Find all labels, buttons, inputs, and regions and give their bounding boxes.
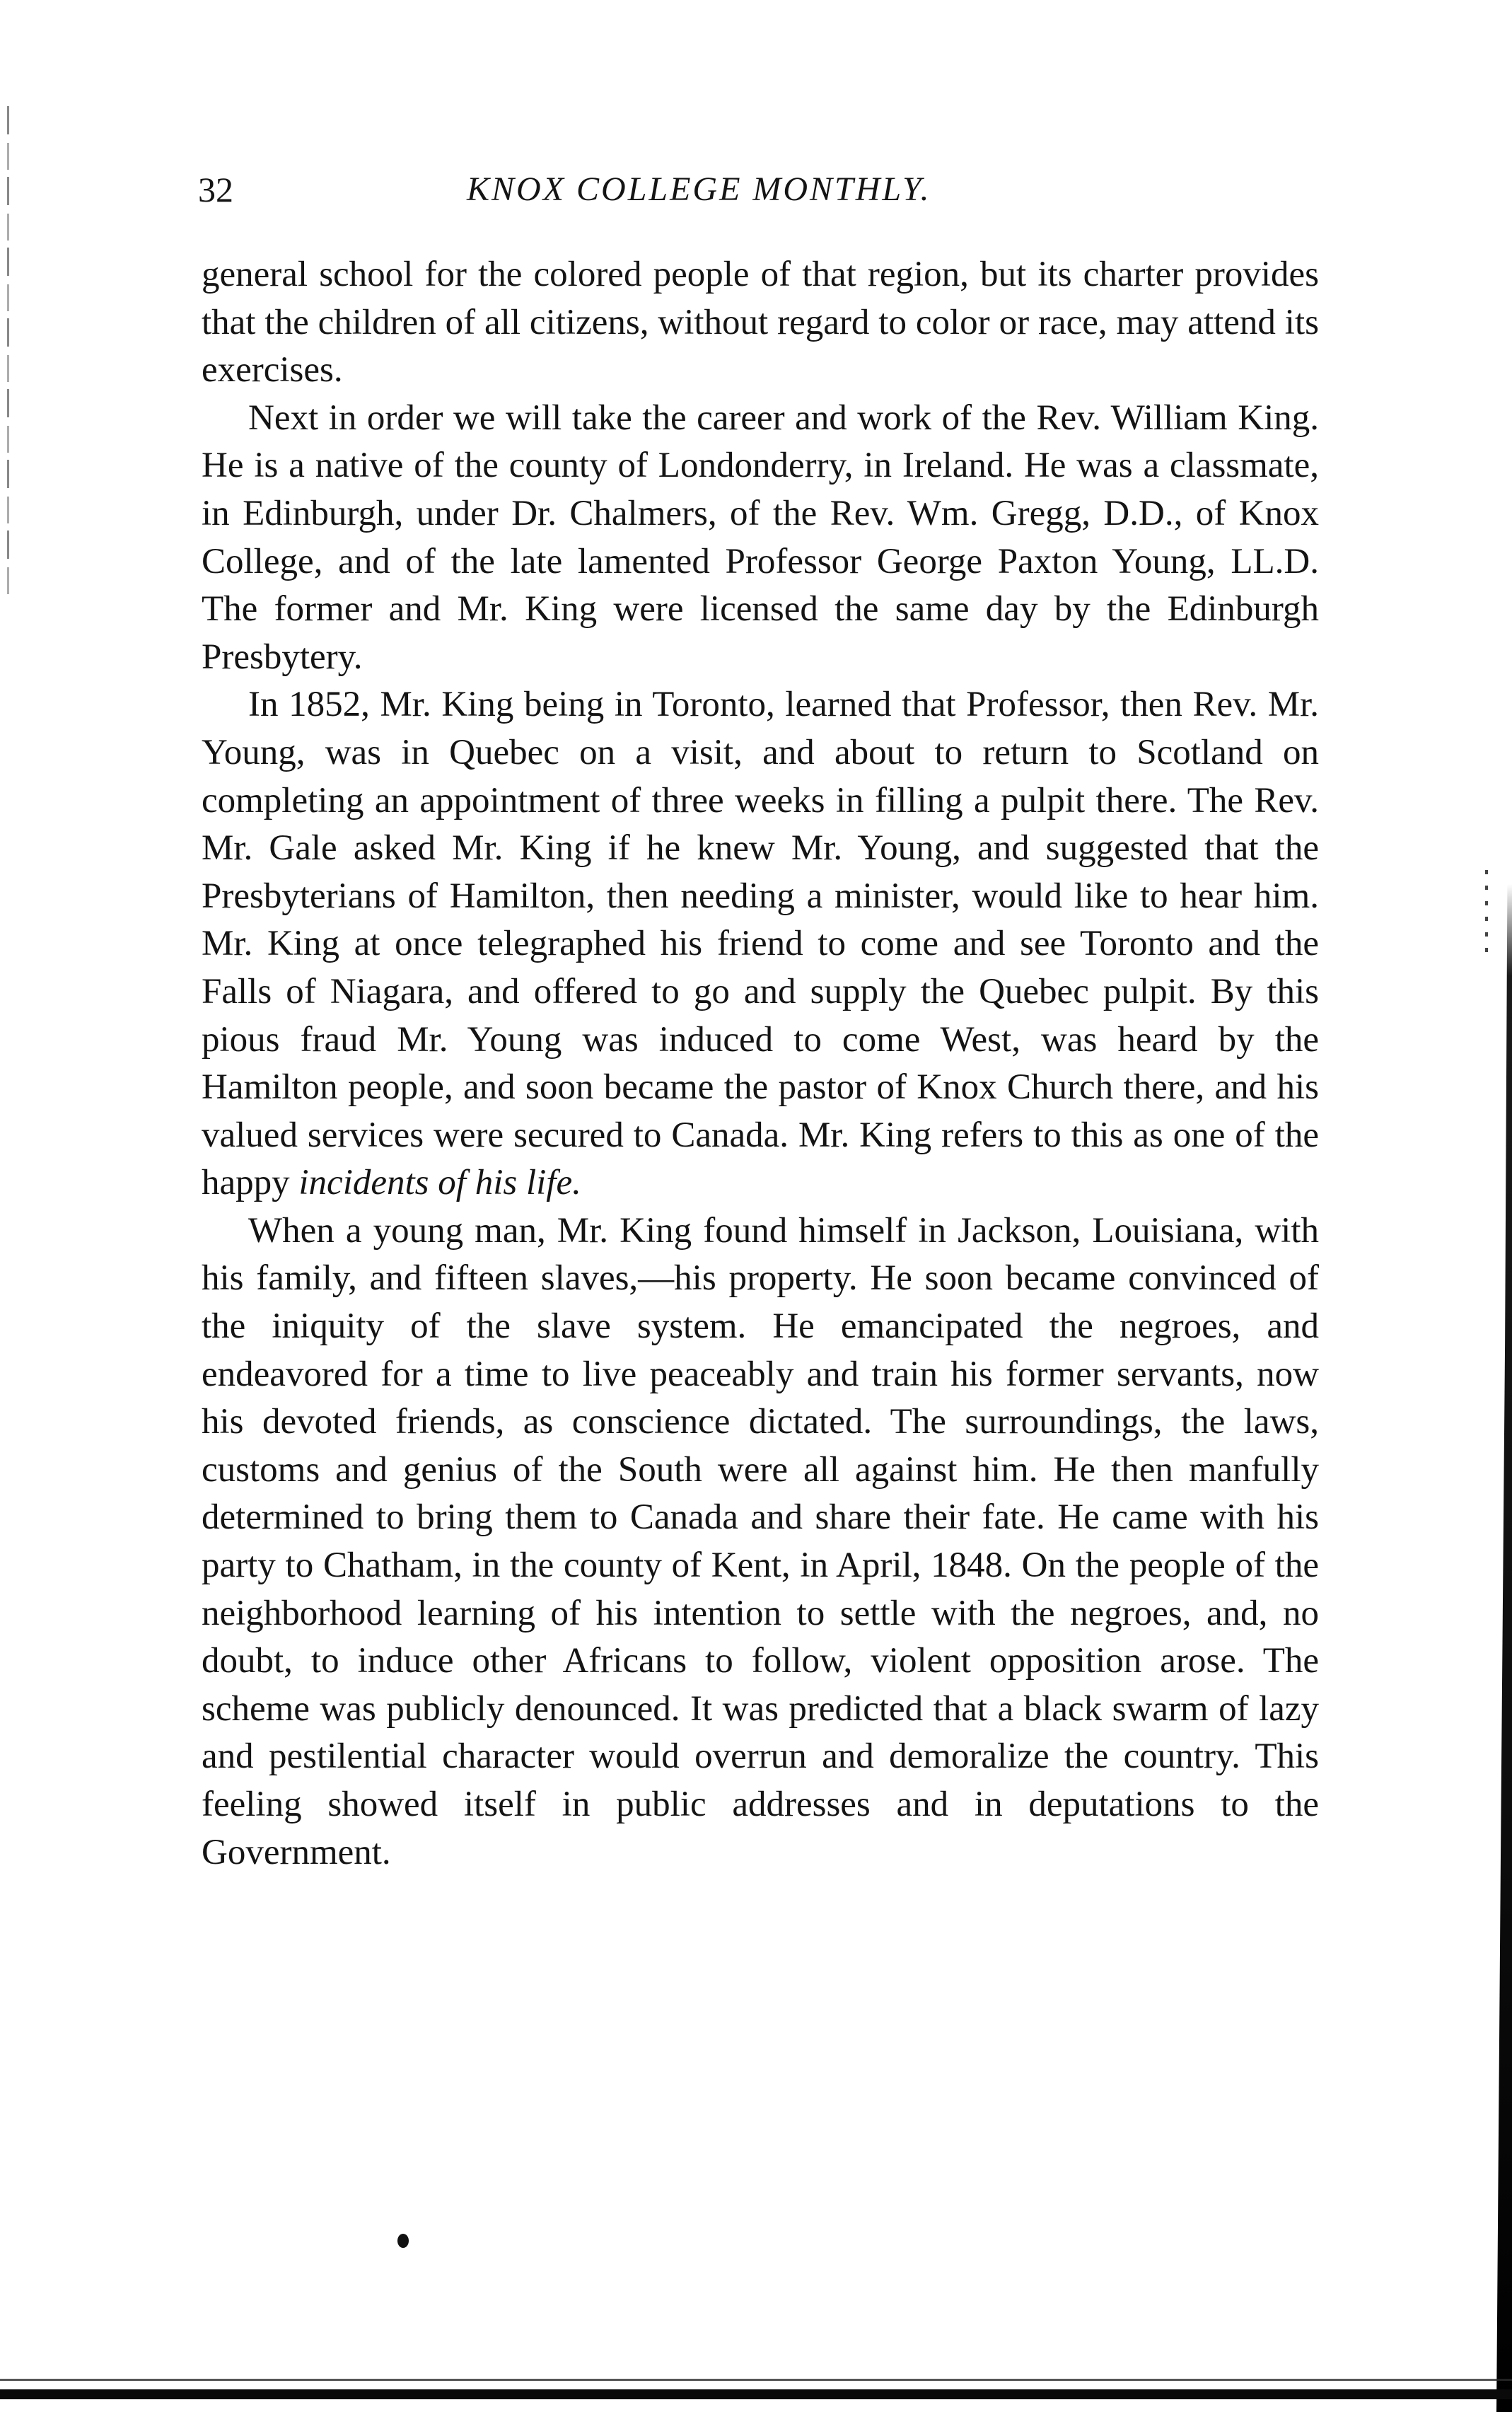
binding-edge-artifact [7, 106, 9, 601]
paragraph-3-text: In 1852, Mr. King being in Toronto, learned that Professor, then Rev. Mr. Young, was in Quebec on a visit, and about to return to Scotland on completing an appointment of three weeks in filling a pulpit there. The Rev. Mr. Gale asked Mr. King if he knew Mr. Young, and suggested that the Presbyterians of Hamilton, then needing a minister, would like to hear him. Mr. King at once telegraphed his friend to come and see Toronto and the Falls of Niagara, and offered to go and supply the Quebec pulpit. By this pious fraud Mr. Young was induced to come West, was heard by the Hamilton people, and soon became the pastor of Knox Church there, and his valued services were secured to Canada. Mr. King refers to this as one of the happy [202, 685, 1319, 1203]
paragraph-4: When a young man, Mr. King found himself in Jackson, Louisiana, with his family, and fifteen slaves,—his property. He soon became convinced of the iniquity of the slave system. He emancipated the negroes, and endeavored for a time to live peaceably and train his former servants, now his devoted friends, as conscience dictated. The surroundings, the laws, customs and genius of the South were all against him. He then manfully determined to bring them to Canada and share their fate. He came with his party to Chatham, in the county of Kent, in April, 1848. On the people of the neighborhood learning of his intention to settle with the negroes, and, no doubt, to induce other Africans to follow, violent opposition arose. The scheme was publicly denounced. It was predicted that a black swarm of lazy and pestilential character would overrun and demoralize the country. This feeling showed itself in public addresses and in deputations to the Government. [202, 1210, 1319, 1872]
page-number: 32 [198, 170, 233, 209]
scan-speck-artifact [1485, 870, 1488, 955]
running-head: KNOX COLLEGE MONTHLY. [467, 170, 931, 208]
page-header [198, 168, 1386, 218]
bottom-rule-thin [0, 2379, 1512, 2381]
bottom-rule [0, 2389, 1512, 2399]
paragraph-3 [202, 681, 1319, 1207]
paragraph-1: general school for the colored people of that region, but its charter provides that the children of all citizens, without regard to color or race, may attend its exercises. [202, 255, 1319, 390]
body-text [202, 251, 1319, 1877]
ink-dot [397, 2234, 409, 2248]
paragraph-2: Next in order we will take the career and work of the Rev. William King. He is a native of the county of Londonderry, in Ireland. He was a classmate, in Edinburgh, under Dr. Chalmers, of the Rev. Wm. Gregg, D.D., of Knox College, and of the late lamented Professor George Paxton Young, LL.D. The former and Mr. King were licensed the same day by the Edinburgh Presbytery. [202, 398, 1319, 677]
page-edge-shadow [1496, 884, 1512, 2412]
paragraph-3-italic-ending: incidents of his life. [298, 1163, 581, 1203]
